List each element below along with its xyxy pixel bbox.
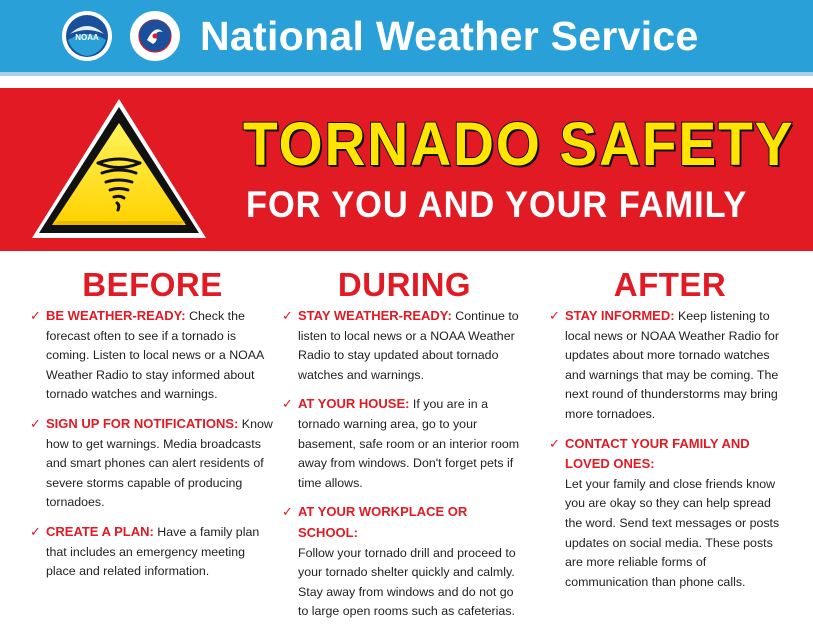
check-icon: ✓	[549, 308, 560, 323]
item-body: Keep listening to local news or NOAA Weather Radio for updates about more tornado watches and warnings that may be coming. The next round of thunderstorms may bring more tornadoes.	[565, 309, 779, 421]
during-item-workplace	[282, 502, 527, 622]
during-item-weather-ready	[282, 306, 527, 385]
during-column	[282, 266, 527, 631]
check-icon: ✓	[549, 435, 560, 451]
during-heading: DURING	[337, 266, 472, 303]
after-item-contact-family	[549, 434, 791, 593]
before-item-plan	[30, 522, 275, 582]
check-icon: ✓	[30, 415, 41, 431]
item-body: Follow your tornado drill and proceed to your tornado shelter quickly and calmly. Stay away from windows and do not go to large open rooms such as cafeterias.	[298, 545, 516, 619]
after-heading: AFTER	[613, 266, 727, 303]
tornado-warning-sign-icon	[28, 93, 211, 243]
check-icon: ✓	[30, 523, 41, 539]
header-bar	[0, 0, 813, 76]
item-title: CREATE A PLAN:	[46, 523, 154, 539]
banner-title: TORNADO SAFETY	[243, 110, 795, 178]
check-icon: ✓	[282, 308, 293, 323]
check-icon: ✓	[282, 396, 293, 412]
nws-logo	[129, 10, 181, 62]
item-title: SIGN UP FOR NOTIFICATIONS:	[46, 415, 239, 431]
before-heading: BEFORE	[82, 266, 223, 303]
item-body: Let your family and close friends know you are okay so they can help spread the word. Send text messages or posts updates on social media. These posts are more reliable forms of communication than phone calls.	[565, 476, 780, 589]
before-column	[30, 266, 275, 591]
item-title: AT YOUR HOUSE:	[298, 396, 410, 412]
header-title: National Weather Service	[200, 13, 699, 59]
item-body: Continue to listen to local news or a NOAA Weather Radio to stay updated about tornado watches and warnings.	[298, 309, 519, 382]
after-item-stay-informed	[549, 306, 791, 425]
item-title: CONTACT YOUR FAMILY AND LOVED ONES:	[565, 435, 750, 472]
banner-subtitle: FOR YOU AND YOUR FAMILY	[246, 184, 748, 225]
item-body: Know how to get warnings. Media broadcasts and smart phones can alert residents of severe storms capable of producing tornadoes.	[46, 416, 273, 510]
during-item-house	[282, 394, 527, 493]
item-title: AT YOUR WORKPLACE OR SCHOOL:	[298, 504, 468, 540]
check-icon: ✓	[30, 308, 41, 323]
before-item-weather-ready	[30, 306, 275, 405]
item-title: STAY WEATHER-READY:	[298, 308, 452, 323]
item-title: STAY INFORMED:	[565, 308, 675, 323]
after-column	[549, 266, 791, 601]
item-body: If you are in a tornado warning area, go to your basement, safe room or an interior room away from windows. Don't forget pets if time allows.	[298, 397, 520, 490]
noaa-logo	[61, 10, 113, 62]
before-item-notifications	[30, 414, 275, 513]
item-body: Check the forecast often to see if a tornado is coming. Listen to local news or a NOAA Weather Radio to stay informed about tornado watches and warnings.	[46, 309, 264, 402]
item-title: BE WEATHER-READY:	[46, 308, 186, 323]
item-body: Have a family plan that includes an emergency meeting place and related information.	[46, 524, 260, 579]
check-icon: ✓	[282, 504, 293, 520]
noaa-logo-text: NOAA	[75, 33, 99, 42]
